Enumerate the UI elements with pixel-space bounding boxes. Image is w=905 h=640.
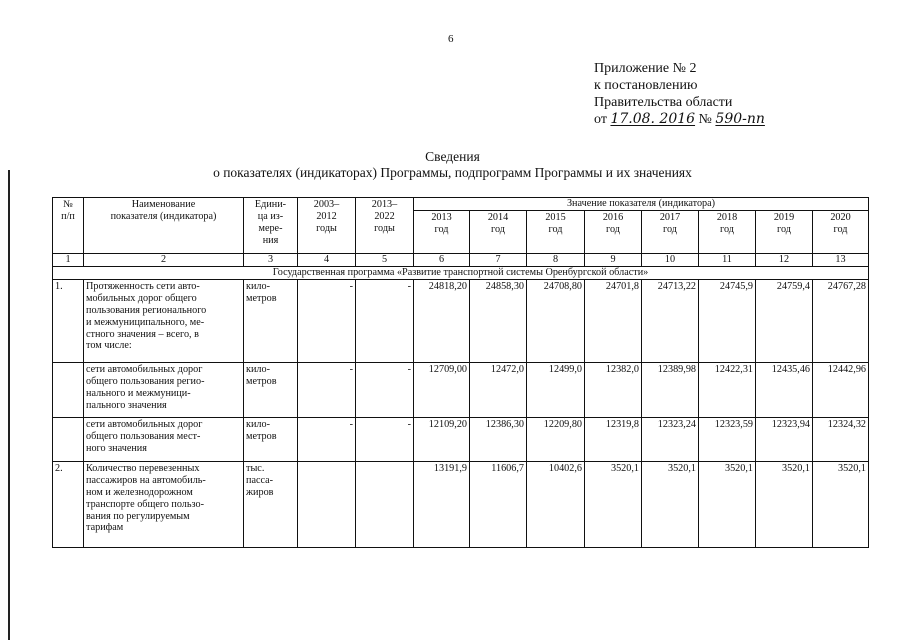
column-number: 5	[356, 253, 414, 266]
page-number: 6	[448, 33, 454, 45]
header-year: 2016 год	[585, 210, 642, 253]
date-prefix: от	[594, 112, 607, 127]
table-row	[53, 362, 869, 417]
column-number: 3	[244, 253, 298, 266]
appendix-line-2: к постановлению	[594, 78, 698, 93]
row-period-2003: -	[298, 279, 356, 362]
row-value: 24708,80	[527, 279, 585, 362]
row-value: 12709,00	[414, 362, 470, 417]
number-prefix: №	[698, 112, 712, 127]
document-title	[0, 149, 905, 181]
row-num: 1.	[53, 279, 84, 362]
column-number: 12	[756, 253, 813, 266]
row-value: 3520,1	[699, 461, 756, 547]
row-period-2003	[298, 461, 356, 547]
row-value: 12435,46	[756, 362, 813, 417]
row-name: Количество перевезенных пассажиров на автомобиль- ном и железнодорожном транспорте общего пользо- вания по регулируемым тарифам	[84, 461, 244, 547]
handwritten-number: 590-пп	[715, 111, 765, 127]
column-number: 9	[585, 253, 642, 266]
column-number: 8	[527, 253, 585, 266]
row-name: Протяженность сети авто- мобильных дорог общего пользования регионального и межмуниципального, ме- стного значения – всего, в том числе:	[84, 279, 244, 362]
row-value: 12442,96	[813, 362, 869, 417]
table-row	[53, 461, 869, 547]
appendix-line-1: Приложение № 2	[594, 61, 697, 76]
row-num: 2.	[53, 461, 84, 547]
row-num	[53, 362, 84, 417]
column-number: 1	[53, 253, 84, 266]
section-title: Государственная программа «Развитие транспортной системы Оренбургской области»	[53, 266, 869, 279]
row-value: 24759,4	[756, 279, 813, 362]
row-value: 3520,1	[642, 461, 699, 547]
appendix-line-3: Правительства области	[594, 95, 733, 110]
row-value: 12382,0	[585, 362, 642, 417]
row-value: 3520,1	[756, 461, 813, 547]
row-unit: тыс. пасса- жиров	[244, 461, 298, 547]
header-year: 2018 год	[699, 210, 756, 253]
header-year: 2017 год	[642, 210, 699, 253]
header-year: 2019 год	[756, 210, 813, 253]
title-line-1: Сведения	[425, 149, 480, 164]
row-value: 12422,31	[699, 362, 756, 417]
header-year: 2020 год	[813, 210, 869, 253]
row-value: 12323,59	[699, 417, 756, 461]
row-period-2003: -	[298, 417, 356, 461]
column-number: 13	[813, 253, 869, 266]
header-num: № п/п	[53, 198, 84, 254]
row-value: 10402,6	[527, 461, 585, 547]
row-value: 3520,1	[813, 461, 869, 547]
row-value: 12324,32	[813, 417, 869, 461]
column-number: 11	[699, 253, 756, 266]
indicators-table	[52, 197, 869, 548]
row-period-2013: -	[356, 417, 414, 461]
row-value: 12209,80	[527, 417, 585, 461]
row-period-2003: -	[298, 362, 356, 417]
row-unit: кило- метров	[244, 417, 298, 461]
table-row	[53, 279, 869, 362]
row-period-2013: -	[356, 362, 414, 417]
row-value: 13191,9	[414, 461, 470, 547]
row-value: 3520,1	[585, 461, 642, 547]
row-value: 12499,0	[527, 362, 585, 417]
header-value-group: Значение показателя (индикатора)	[414, 198, 869, 211]
header-unit: Едини- ца из- мере- ния	[244, 198, 298, 254]
title-line-2: о показателях (индикаторах) Программы, подпрограмм Программы и их значениях	[213, 165, 692, 180]
row-name: сети автомобильных дорог общего пользования регио- нального и межмуници- пального значения	[84, 362, 244, 417]
header-period-2003: 2003– 2012 годы	[298, 198, 356, 254]
row-value: 12472,0	[470, 362, 527, 417]
row-value: 24767,28	[813, 279, 869, 362]
row-value: 24701,8	[585, 279, 642, 362]
header-period-2013: 2013– 2022 годы	[356, 198, 414, 254]
row-unit: кило- метров	[244, 362, 298, 417]
row-num	[53, 417, 84, 461]
appendix-date-line	[594, 111, 765, 128]
row-value: 24858,30	[470, 279, 527, 362]
row-value: 11606,7	[470, 461, 527, 547]
row-value: 12386,30	[470, 417, 527, 461]
row-value: 12109,20	[414, 417, 470, 461]
header-year: 2015 год	[527, 210, 585, 253]
column-number: 6	[414, 253, 470, 266]
row-value: 24745,9	[699, 279, 756, 362]
row-period-2013: -	[356, 279, 414, 362]
header-year: 2013 год	[414, 210, 470, 253]
row-period-2013	[356, 461, 414, 547]
row-value: 12323,24	[642, 417, 699, 461]
column-number: 2	[84, 253, 244, 266]
header-year: 2014 год	[470, 210, 527, 253]
column-number: 10	[642, 253, 699, 266]
header-name: Наименование показателя (индикатора)	[84, 198, 244, 254]
row-value: 12323,94	[756, 417, 813, 461]
row-value: 12389,98	[642, 362, 699, 417]
row-value: 24818,20	[414, 279, 470, 362]
column-number: 7	[470, 253, 527, 266]
row-value: 24713,22	[642, 279, 699, 362]
column-number: 4	[298, 253, 356, 266]
row-value: 12319,8	[585, 417, 642, 461]
left-margin-line	[8, 170, 10, 640]
row-unit: кило- метров	[244, 279, 298, 362]
appendix-block	[594, 60, 765, 128]
handwritten-date: 17.08. 2016	[610, 111, 696, 127]
row-name: сети автомобильных дорог общего пользования мест- ного значения	[84, 417, 244, 461]
table-row	[53, 417, 869, 461]
